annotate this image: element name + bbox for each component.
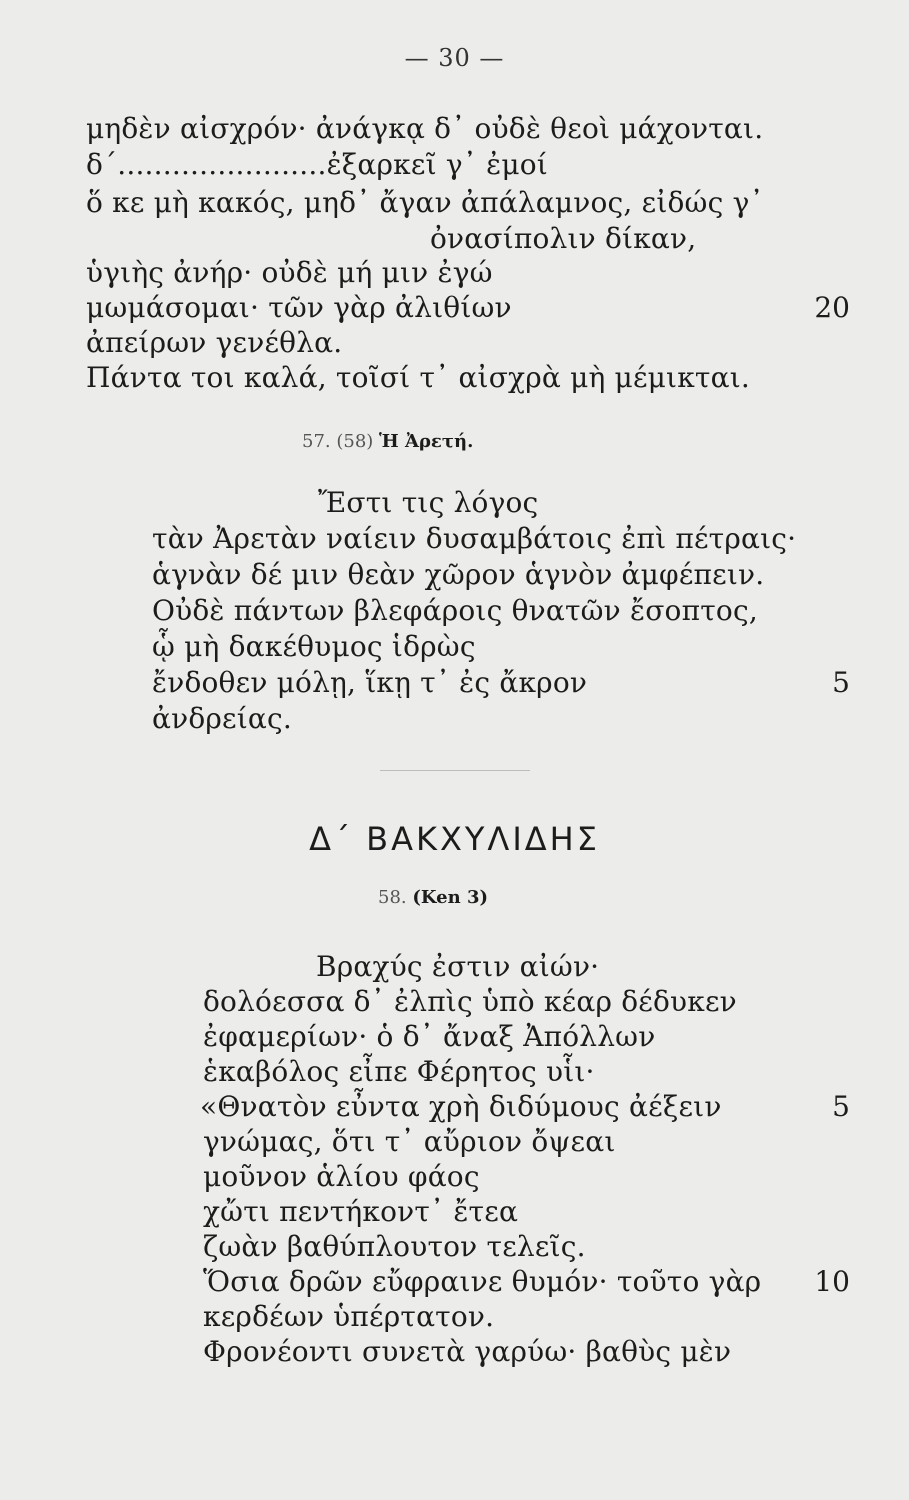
poem-line: ἁγνὰν δέ μιν θεὰν χῶρον ἁγνὸν ἀμφέπειν. xyxy=(152,558,765,591)
poem-line: «Θνατὸν εὖντα χρὴ διδύμους ἀέξειν xyxy=(200,1090,722,1123)
poem-line: δολόεσσα δ᾽ ἐλπὶς ὑπὸ κέαρ δέδυκεν xyxy=(203,985,737,1018)
poem-line: Οὐδὲ πάντων βλεφάροις θνατῶν ἔσοπτος, xyxy=(152,594,758,627)
poem-line: ζωὰν βαθύπλουτον τελεῖς. xyxy=(203,1230,586,1263)
line-number: 10 xyxy=(814,1265,850,1298)
poem-source: (Ken 3) xyxy=(412,887,488,908)
poem-number: 57. (58) xyxy=(302,431,374,452)
poem-line: ὅ κε μὴ κακός, μηδ᾽ ἄγαν ἀπάλαμνος, εἰδώς γ᾽ xyxy=(86,186,764,219)
poem-line: ᾧ μὴ δακέθυμος ἱδρὼς xyxy=(152,630,476,663)
poem-title: Ἡ Ἀρετή. xyxy=(379,431,474,452)
poem-line: μηδὲν αἰσχρόν· ἀνάγκᾳ δ᾽ οὐδὲ θεοὶ μάχονται. xyxy=(86,112,764,145)
poem-line: Πάντα τοι καλά, τοῖσί τ᾽ αἰσχρὰ μὴ μέμικται. xyxy=(86,361,751,394)
poem-57-heading xyxy=(302,430,473,454)
poem-line: δ΄.......................ἐξαρκεῖ γ᾽ ἐμοί xyxy=(86,148,548,181)
poem-line: Φρονέοντι συνετὰ γαρύω· βαθὺς μὲν xyxy=(203,1335,732,1368)
poem-line: ἔνδοθεν μόλῃ, ἵκῃ τ᾽ ἐς ἄκρον xyxy=(152,666,588,699)
poem-line: ὑγιὴς ἀνήρ· οὐδὲ μή μιν ἐγώ xyxy=(86,256,493,289)
poem-line: ἀπείρων γενέθλα. xyxy=(86,326,343,359)
poem-line: μοῦνον ἁλίου φάος xyxy=(203,1160,480,1193)
poem-number: 58. xyxy=(378,887,407,908)
poem-line: κερδέων ὑπέρτατον. xyxy=(203,1300,495,1333)
poem-line: χὤτι πεντήκοντ᾽ ἔτεα xyxy=(203,1195,519,1228)
poem-line: Ὅσια δρῶν εὔφραινε θυμόν· τοῦτο γὰρ xyxy=(203,1265,762,1298)
poem-line: ἀνδρείας. xyxy=(152,702,293,735)
poem-line: Ἔστι τις λόγος xyxy=(318,486,539,519)
page-number: — 30 — xyxy=(404,44,505,72)
line-number: 20 xyxy=(814,291,850,324)
poem-line: ἑκαβόλος εἶπε Φέρητος υἷι· xyxy=(203,1055,595,1088)
poem-line: τὰν Ἀρετὰν ναίειν δυσαμβάτοις ἐπὶ πέτραις· xyxy=(152,522,797,555)
section-divider xyxy=(380,770,530,771)
poem-line: ὀνασίπολιν δίκαν, xyxy=(430,222,697,255)
poem-line: ἐφαμερίων· ὁ δ᾽ ἄναξ Ἀπόλλων xyxy=(203,1020,656,1053)
poem-line: γνώμας, ὅτι τ᾽ αὔριον ὄψεαι xyxy=(203,1125,616,1158)
line-number: 5 xyxy=(832,666,850,699)
poem-line: μωμάσομαι· τῶν γὰρ ἀλιθίων xyxy=(86,291,512,324)
line-number: 5 xyxy=(832,1090,850,1123)
poem-line: Βραχύς ἐστιν αἰών· xyxy=(316,950,600,983)
section-title: Δ΄ ΒΑΚΧΥΛΙΔΗΣ xyxy=(309,820,600,858)
poem-58-heading xyxy=(378,886,488,910)
